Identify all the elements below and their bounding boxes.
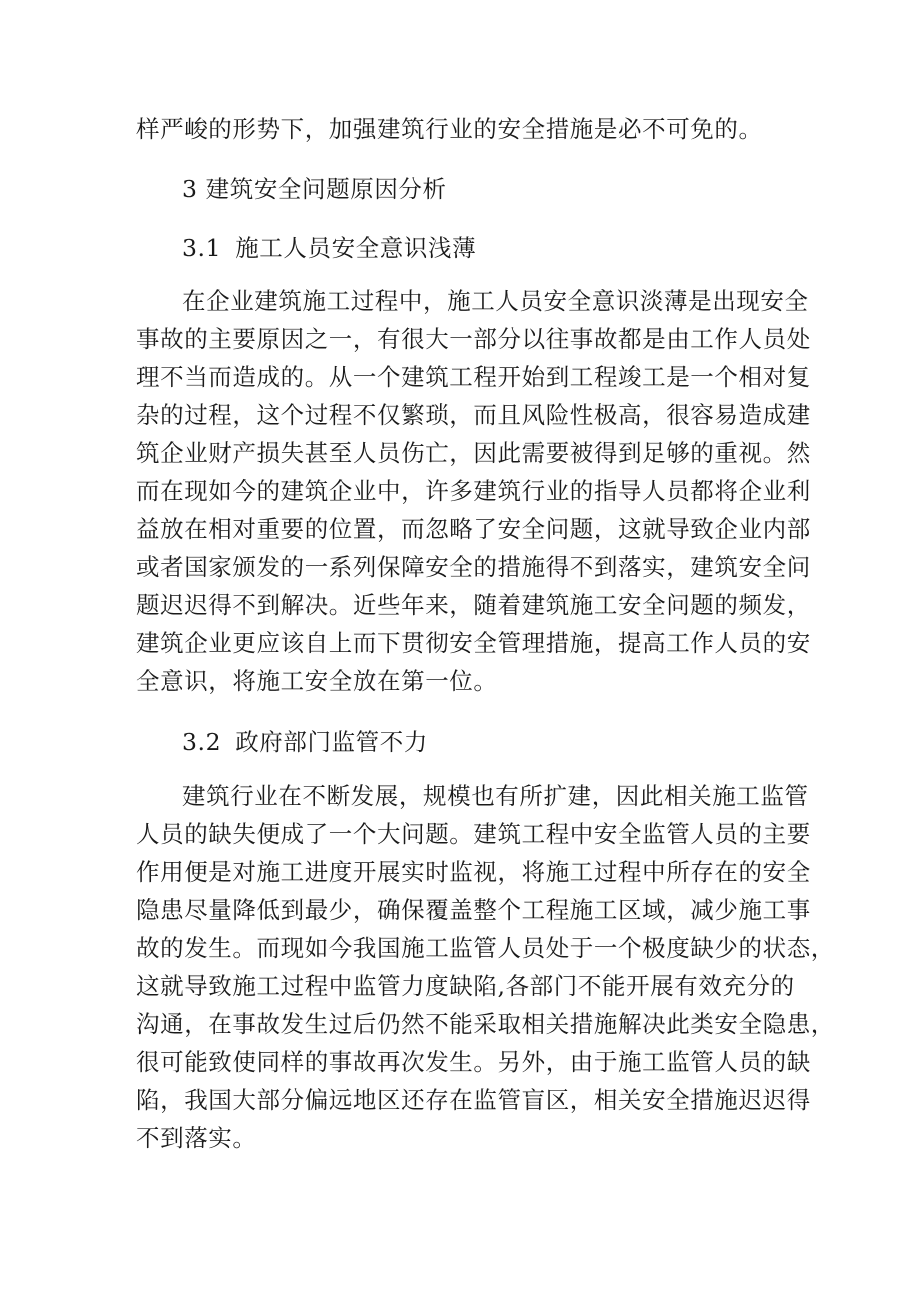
paragraph-line: 事故的主要原因之一，有很大一部分以往事故都是由工作人员处 <box>136 325 811 353</box>
intro-tail-line: 样严峻的形势下，加强建筑行业的安全措施是必不可免的。 <box>136 115 763 143</box>
paragraph-line: 作用便是对施工进度开展实时监视，将施工过程中所存在的安全 <box>136 858 811 886</box>
subsection-3-1-heading <box>182 233 476 263</box>
paragraph-line: 而在现如今的建筑企业中，许多建筑行业的指导人员都将企业利 <box>136 477 811 505</box>
subsection-3-2-number: 3.2 <box>182 728 222 756</box>
subsection-3-2-title: 政府部门监管不力 <box>235 728 428 756</box>
paragraph-line: 益放在相对重要的位置，而忽略了安全问题，这就导致企业内部 <box>136 515 811 543</box>
paragraph-line: 全意识，将施工安全放在第一位。 <box>136 667 498 695</box>
paragraph-line: 在企业建筑施工过程中，施工人员安全意识淡薄是出现安全 <box>182 287 809 315</box>
paragraph-line: 筑企业财产损失甚至人员伤亡，因此需要被得到足够的重视。然 <box>136 439 811 467</box>
subsection-3-1-title: 施工人员安全意识浅薄 <box>235 234 477 262</box>
paragraph-line: 故的发生。而现如今我国施工监管人员处于一个极度缺少的状态， <box>136 934 835 962</box>
paragraph-line: 杂的过程，这个过程不仅繁琐，而且风险性极高，很容易造成建 <box>136 401 811 429</box>
paragraph-line: 理不当而造成的。从一个建筑工程开始到工程竣工是一个相对复 <box>136 363 811 391</box>
paragraph-line: 或者国家颁发的一系列保障安全的措施得不到落实，建筑安全问 <box>136 553 811 581</box>
paragraph-line: 隐患尽量降低到最少，确保覆盖整个工程施工区域，减少施工事 <box>136 896 811 924</box>
paragraph-line: 人员的缺失便成了一个大问题。建筑工程中安全监管人员的主要 <box>136 820 811 848</box>
paragraph-line: 这就导致施工过程中监管力度缺陷,各部门不能开展有效充分的 <box>136 972 795 1000</box>
paragraph-line: 题迟迟得不到解决。近些年来，随着建筑施工安全问题的频发， <box>136 591 811 619</box>
subsection-3-2-heading <box>182 727 428 757</box>
paragraph-line: 沟通，在事故发生过后仍然不能采取相关措施解决此类安全隐患， <box>136 1010 835 1038</box>
section-3-title: 3 建筑安全问题原因分析 <box>182 175 447 203</box>
paragraph-line: 建筑行业在不断发展，规模也有所扩建，因此相关施工监管 <box>182 782 809 810</box>
subsection-3-1-number: 3.1 <box>182 234 222 262</box>
paragraph-line: 不到落实。 <box>136 1124 257 1152</box>
paragraph-line: 陷，我国大部分偏远地区还存在监管盲区，相关安全措施迟迟得 <box>136 1086 811 1114</box>
paragraph-line: 建筑企业更应该自上而下贯彻安全管理措施，提高工作人员的安 <box>136 629 811 657</box>
paragraph-line: 很可能致使同样的事故再次发生。另外，由于施工监管人员的缺 <box>136 1048 811 1076</box>
